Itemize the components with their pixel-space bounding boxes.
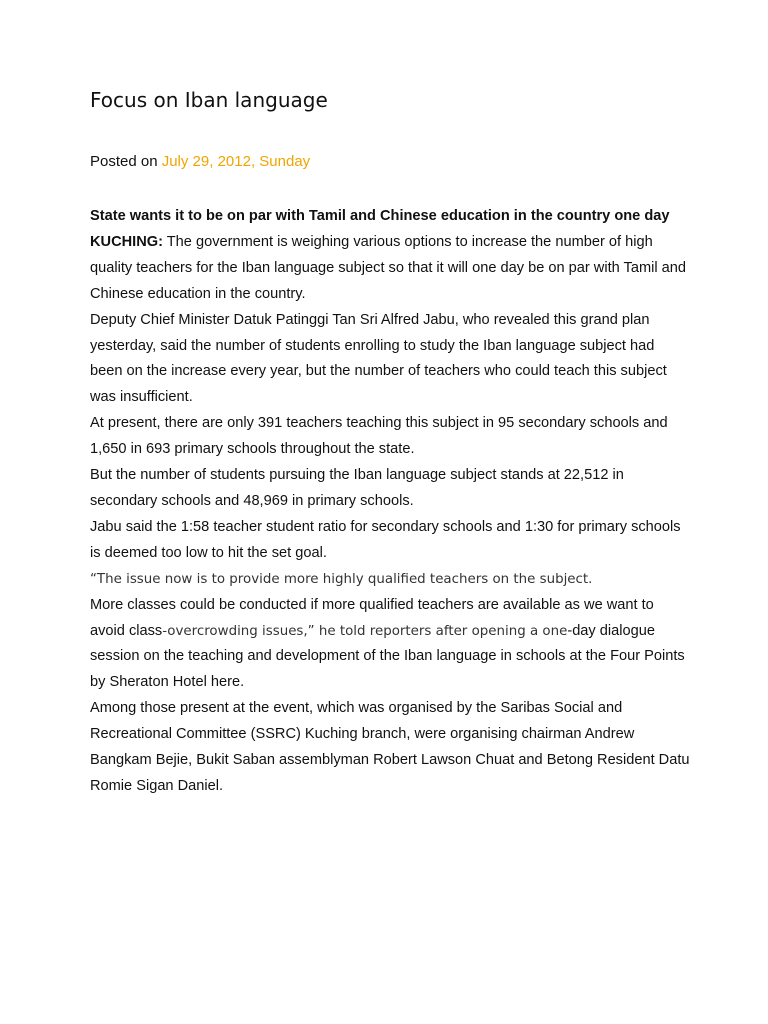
paragraph-7-part-c: -day dialogue session on the teaching and development of the Iban language in schools at the Four Points by Sheraton Hotel here. xyxy=(90,622,685,691)
article-title: Focus on Iban language xyxy=(90,88,328,112)
dateline: KUCHING: xyxy=(90,233,163,250)
paragraph-7 xyxy=(90,593,690,697)
paragraph-6-quote: “The issue now is to provide more highly qualified teachers on the subject. xyxy=(90,571,593,587)
article-subheading: State wants it to be on par with Tamil and Chinese education in the country one day xyxy=(90,208,670,224)
paragraph-3: At present, there are only 391 teachers teaching this subject in 95 secondary schools and 1,650 in 693 primary schools throughout the state. xyxy=(90,415,668,458)
posted-date-link[interactable]: July 29, 2012, Sunday xyxy=(161,153,311,170)
paragraph-7-part-b: -overcrowding issues,” he told reporters after opening a one xyxy=(162,623,568,639)
paragraph-7-part-a: More classes could be conducted if more qualified teachers are available as we want to avoid class xyxy=(90,596,654,639)
paragraph-1-text: The government is weighing various options to increase the number of high quality teachers for the Iban language subject so that it will one day be on par with Tamil and Chinese education in the country. xyxy=(90,233,687,302)
posted-line xyxy=(90,153,310,170)
paragraph-5: Jabu said the 1:58 teacher student ratio for secondary schools and 1:30 for primary schools is deemed too low to hit the set goal. xyxy=(90,518,681,561)
paragraph-8: Among those present at the event, which was organised by the Saribas Social and Recreational Committee (SSRC) Kuching branch, were organising chairman Andrew Bangkam Bejie, Bukit Saban assemblyman Robert Lawson Chuat and Betong Resident Datu Romie Sigan Daniel. xyxy=(90,700,690,794)
paragraph-4: But the number of students pursuing the Iban language subject stands at 22,512 in secondary schools and 48,969 in primary schools. xyxy=(90,467,624,509)
paragraph-2: Deputy Chief Minister Datuk Patinggi Tan Sri Alfred Jabu, who revealed this grand plan yesterday, said the number of students enrolling to study the Iban language subject had been on the increase every year, but the number of teachers who could teach this subject was insufficient. xyxy=(90,311,667,406)
posted-label: Posted on xyxy=(90,153,162,170)
article-body xyxy=(90,204,690,800)
paragraph-1 xyxy=(90,230,690,308)
